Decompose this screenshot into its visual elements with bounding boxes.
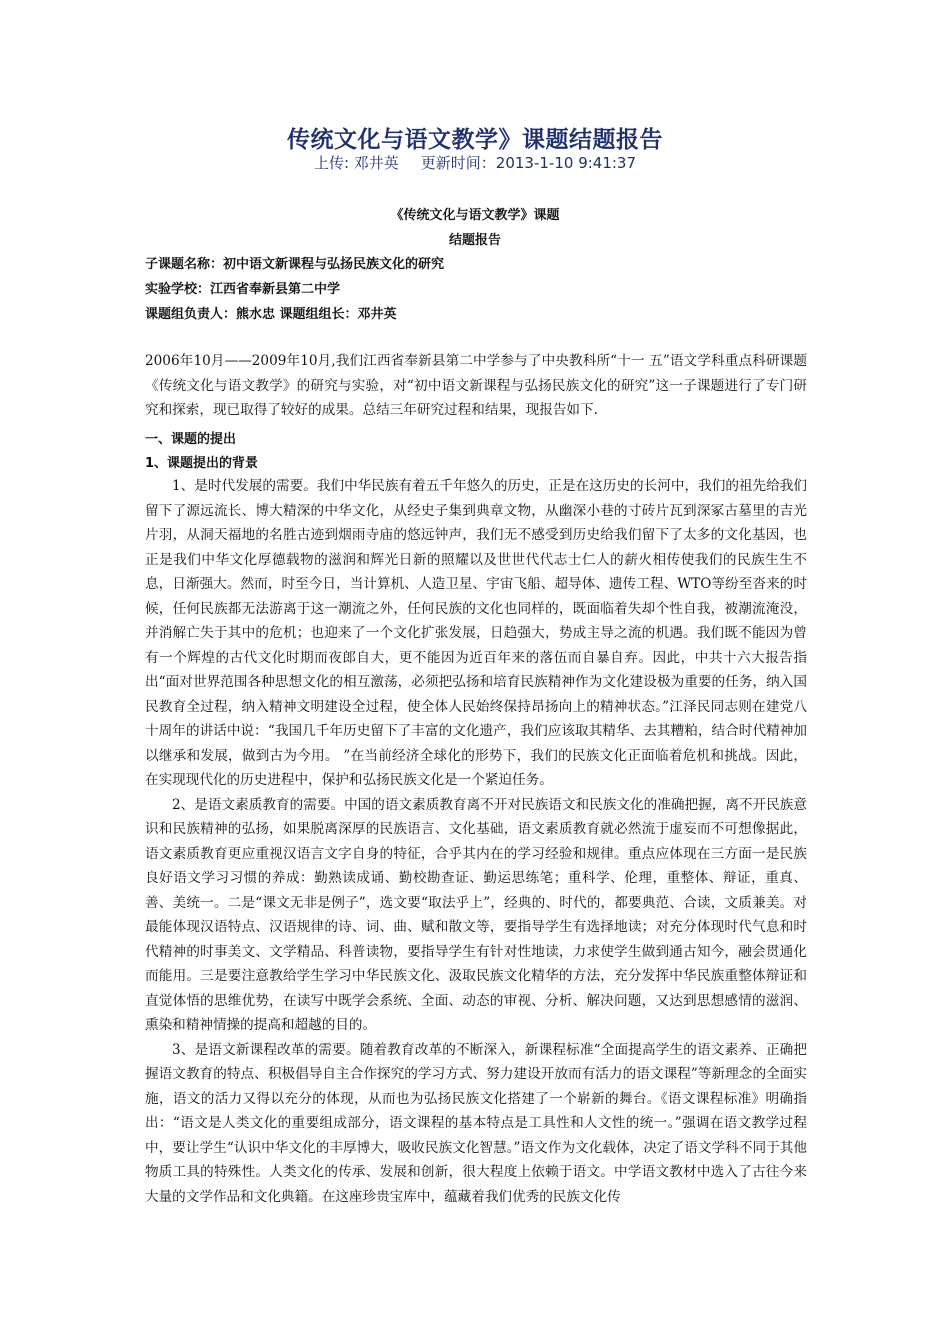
subtopic-name: 子课题名称：初中语文新课程与弘扬民族文化的研究: [145, 257, 445, 272]
paragraph-1: 1、是时代发展的需要。我们中华民族有着五千年悠久的历史，正是在这历史的长河中，我们的祖先给我们留下了源远流长、博大精深的中华文化，从经史子集到典章文物，从幽深小巷的寸砖片瓦到深冢古墓里的吉光片羽，从洞天福地的名胜古迹到烟雨寺庙的悠远钟声，我们无不感受到历史给我们留下了太多的文化基因，也正是我们中华文化厚德载物的滋润和辉光日新的照耀以及世世代代志士仁人的薪火相传使我们的民族生生不息，日渐强大。然而，时至今日，当计算机、人造卫星、宇宙飞船、超导体、遗传工程、WTO等纷至沓来的时候，任何民族都无法游离于这一潮流之外，任何民族的文化也同样的，既面临着失却个性自我，被潮流淹没，并消解亡失于其中的危机；也迎来了一个文化扩张发展，日趋强大，势成主导之流的机遇。我们既不能因为曾有一个辉煌的古代文化时期而夜郎自大，更不能因为近百年来的落伍而自暴自弃。因此，中共十六大报告指出“面对世界范围各种思想文化的相互激荡，必须把弘扬和培育民族精神作为文化建设极为重要的任务，纳入国民教育全过程，纳入精神文明建设全过程，使全体人民始终保持昂扬向上的精神状态。”江泽民同志则在建党八十周年的讲话中说：“我国几千年历史留下了丰富的文化遗产，我们应该取其精华、去其糟粕，结合时代精神加以继承和发展，做到古为今用。 ”在当前经济全球化的形势下，我们的民族文化正面临着危机和挑战。因此，在实现现代化的历史进程中，保护和弘扬民族文化是一个紧迫任务。: [145, 478, 807, 788]
intro-paragraph: [145, 349, 807, 423]
intro-text: 2006年10月——2009年10月,我们江西省奉新县第二中学参与了中央教科所“十一 五”语文学科重点科研课题《传统文化与语文教学》的研究与实验，对“初中语文新课程与弘扬民族文化的研究”这一子课题进行了专门研究和探索，现已取得了较好的成果。总结三年研究过程和结果，现报告如下.: [145, 353, 807, 418]
paragraph-3: 3、是语文新课程改革的需要。随着教育改革的不断深入，新课程标准“全面提高学生的语文素养、正确把握语文教育的特点、积极倡导自主合作探究的学习方式、努力建设开放而有活力的语文课程”等新理念的全面实施，语文的活力又得以充分的体现，从而也为弘扬民族文化搭建了一个崭新的舞台。《语文课程标准》明确指出：“语文是人类文化的重要组成部分，语文课程的基本特点是工具性和人文性的统一。”强调在语文教学过程中，要让学生“认识中华文化的丰厚博大，吸收民族文化智慧。”语文作为文化载体，决定了语文学科不同于其他物质工具的特殊性。人类文化的传承、发展和创新，很大程度上依赖于语文。中学语文教材中选入了古往今来大量的文学作品和文化典籍。在这座珍贵宝库中，蕴藏着我们优秀的民族文化传: [145, 1041, 807, 1205]
section-heading: 一、课题的提出: [145, 432, 237, 447]
update-time-text: 更新时间：2013-1-10 9:41:37: [420, 154, 637, 172]
body-paragraphs: [145, 474, 807, 1209]
project-leaders: 课题组负责人：熊水忠 课题组组长：邓井英: [145, 307, 397, 322]
paragraph-2: 2、是语文素质教育的需要。中国的语文素质教育离不开对民族语文和民族文化的准确把握，离不开民族意识和民族精神的弘扬，如果脱离深厚的民族语言、文化基础，语文素质教育就必然流于虚妄而不可想像据此，语文素质教育更应重视汉语言文字自身的特征，合乎其内在的学习经验和规律。重点应体现在三方面一是民族良好语文学习习惯的养成：勤熟读成诵、勤校勘查证、勤运思练笔；重科学、伦理，重整体、辩证，重真、善、美统一。二是“课文无非是例子”，选文要“取法乎上”，经典的、时代的，都要典范、合读，文质兼美。对最能体现汉语特点、汉语规律的诗、词、曲、赋和散文等，要指导学生有选择地读；对充分体现时代气息和时代精神的时事美文、文学精品、科普读物，要指导学生有针对性地读，力求使学生做到通古知今，融会贯通化而能用。三是要注意教给学生学习中华民族文化、汲取民族文化精华的方法，充分发挥中华民族重整体辩证和直觉体悟的思维优势，在读写中既学会系统、全面、动态的审视、分析、解决问题，又达到思想感情的滋润、熏染和精神情操的提高和超越的目的。: [145, 796, 807, 1033]
report-heading-line2: 结题报告: [448, 233, 501, 248]
subsection-heading: 1、课题提出的背景: [145, 456, 259, 471]
report-heading-line1: 《传统文化与语文教学》课题: [390, 208, 560, 223]
upload-meta: [0, 152, 950, 173]
experimental-school: 实验学校：江西省奉新县第二中学: [145, 282, 341, 297]
uploader-text: 上传: 邓井英: [313, 154, 399, 172]
page-title: 传统文化与语文教学》课题结题报告: [287, 127, 663, 153]
